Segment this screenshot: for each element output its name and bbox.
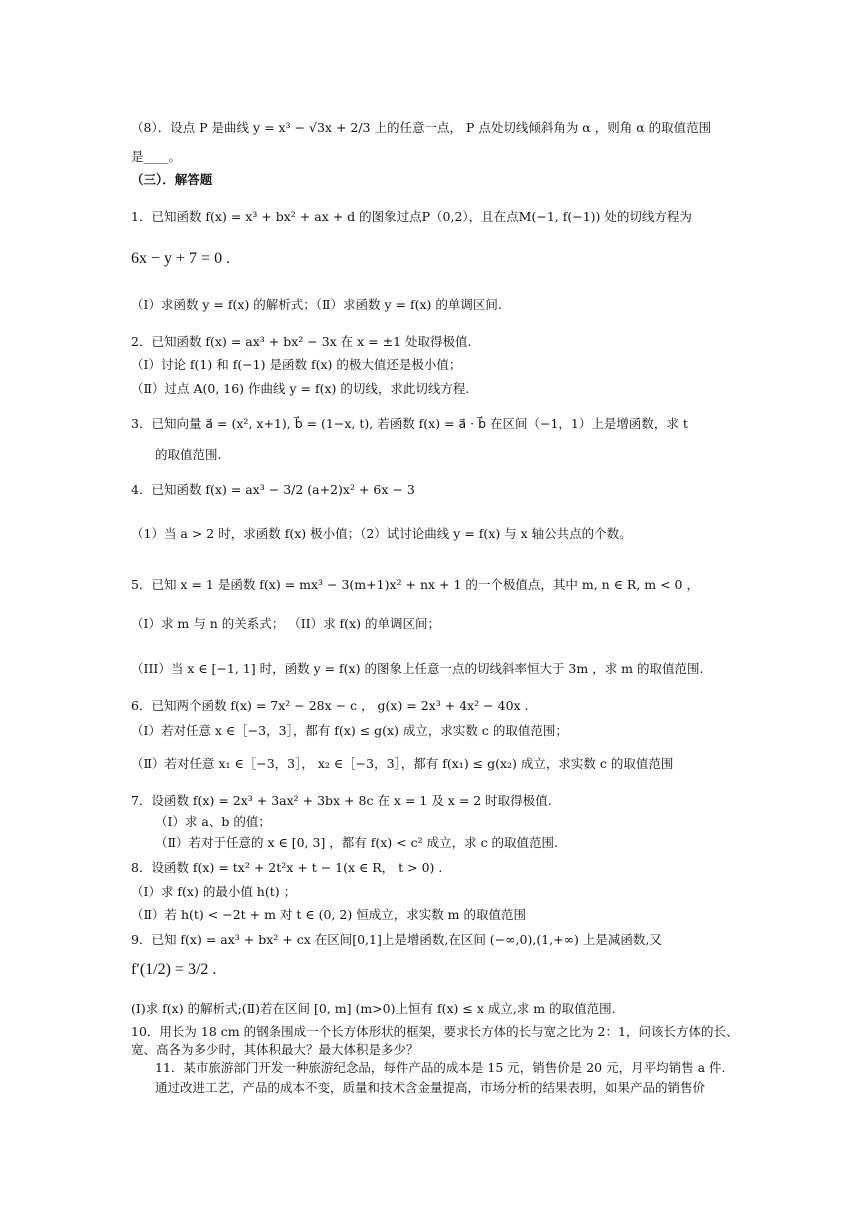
p5-line2: （I）求 m 与 n 的关系式； （II）求 f(x) 的单调区间； [131,616,440,631]
p7-line3: （Ⅱ）若对于任意的 x ∈ [0, 3] ，都有 f(x) < c² 成立，求 c 的取值范围. [155,835,559,850]
p2-line3: （Ⅱ）过点 A(0, 16) 作曲线 y = f(x) 的切线，求此切线方程. [131,381,470,396]
p3-line2: 的取值范围. [155,447,222,462]
p9-line1: 9．已知 f(x) = ax³ + bx² + cx 在区间[0,1]上是增函数,在区间 (−∞,0),(1,+∞) 上是减函数,又 [131,932,662,947]
p4-line1: 4．已知函数 f(x) = ax³ − 3/2 (a+2)x² + 6x − 3 [131,482,415,497]
section3-title: （三）．解答题 [131,172,213,187]
p5-line3: （III）当 x ∈ [−1, 1] 时，函数 y = f(x) 的图象上任意一点的切线斜率恒大于 3m ，求 m 的取值范围. [131,661,704,676]
p6-line1: 6．已知两个函数 f(x) = 7x² − 28x − c ， g(x) = 2x³ + 4x² − 40x . [131,698,529,713]
p6-line3: （Ⅱ）若对任意 x₁ ∈［−3，3］， x₂ ∈［−3，3］，都有 f(x₁) ≤ g(x₂) 成立，求实数 c 的取值范围 [131,756,674,771]
p6-line2: （Ⅰ）若对任意 x ∈［−3，3］，都有 f(x) ≤ g(x) 成立，求实数 c 的取值范围； [131,723,568,738]
p8-line1: 8．设函数 f(x) = tx² + 2t²x + t − 1(x ∈ R， t > 0) . [131,860,443,875]
p1-line3: （Ⅰ）求函数 y = f(x) 的解析式；（Ⅱ）求函数 y = f(x) 的单调区间. [131,297,502,312]
p9-line3: (Ⅰ)求 f(x) 的解析式;(Ⅱ)若在区间 [0, m] (m>0)上恒有 f(x) ≤ x 成立,求 m 的取值范围. [131,1001,616,1016]
p1-line2: 6x − y + 7 = 0 . [131,250,231,267]
p11-line1: 11．某市旅游部门开发一种旅游纪念品，每件产品的成本是 15 元，销售价是 20 元，月平均销售 a 件. [155,1060,726,1075]
p4-line2: （1）当 a > 2 时，求函数 f(x) 极小值；（2）试讨论曲线 y = f(x) 与 x 轴公共点的个数。 [131,526,632,541]
p10-line1: 10．用长为 18 cm 的钢条围成一个长方体形状的框架，要求长方体的长与宽之比为 2：1，问该长方体的长、 [131,1024,739,1039]
p8-line3: （Ⅱ）若 h(t) < −2t + m 对 t ∈ (0, 2) 恒成立，求实数 m 的取值范围 [131,907,526,922]
p11-line2: 通过改进工艺，产品的成本不变，质量和技术含金量提高，市场分析的结果表明，如果产品的销售价 [155,1080,706,1095]
p8-line2: （Ⅰ）求 f(x) 的最小值 h(t) ； [131,884,297,899]
p1-line1: 1．已知函数 f(x) = x³ + bx² + ax + d 的图象过点P（0,2），且在点M(−1, f(−1)) 处的切线方程为 [131,209,692,224]
p10-line2: 宽、高各为多少时，其体积最大？最大体积是多少？ [131,1042,419,1057]
p2-line1: 2．已知函数 f(x) = ax³ + bx² − 3x 在 x = ±1 处取得极值. [131,334,472,349]
p7-line2: （Ⅰ）求 a、b 的值； [155,814,271,829]
p2-line2: （Ⅰ）讨论 f(1) 和 f(−1) 是函数 f(x) 的极大值还是极小值； [131,357,462,372]
q8-line1: （8）．设点 P 是曲线 y = x³ − √3x + 2/3 上的任意一点， P 点处切线倾斜角为 α ，则角 α 的取值范围 [131,120,712,135]
p7-line1: 7．设函数 f(x) = 2x³ + 3ax² + 3bx + 8c 在 x = 1 及 x = 2 时取得极值. [131,793,552,808]
p9-line2: f′(1/2) = 3/2 . [131,961,217,978]
q8-line2: 是____。 [131,149,182,164]
p3-line1: 3．已知向量 a⃗ = (x², x+1), b⃗ = (1−x, t), 若函数 f(x) = a⃗ · b⃗ 在区间（−1，1）上是增函数，求 t [131,416,688,431]
p5-line1: 5．已知 x = 1 是函数 f(x) = mx³ − 3(m+1)x² + nx + 1 的一个极值点，其中 m, n ∈ R, m < 0 ， [131,577,699,592]
